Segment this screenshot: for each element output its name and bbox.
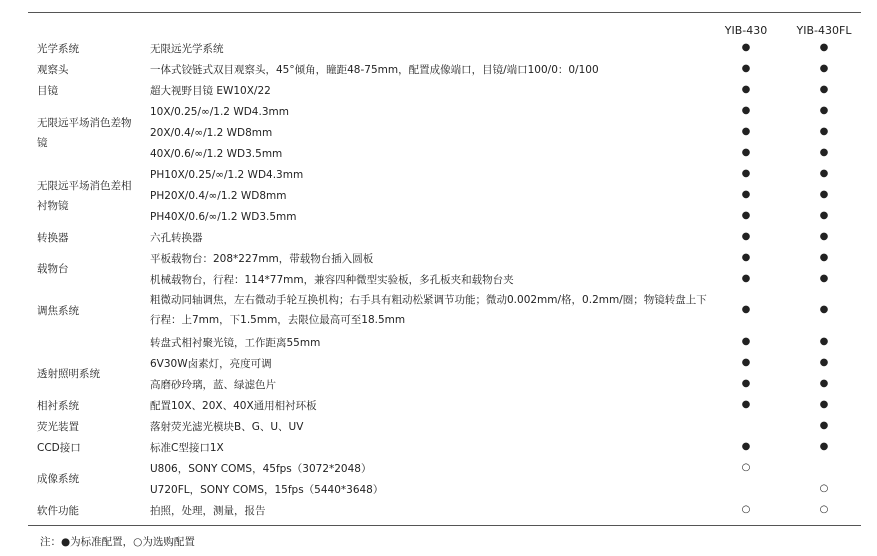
table-row: [28, 353, 861, 374]
config-mark-yib-430fl: ●: [819, 188, 829, 200]
config-mark-yib-430: ●: [741, 62, 751, 74]
row-description: 20X/0.4/∞/1.2 WD8mm: [150, 126, 273, 139]
config-mark-yib-430fl: ●: [819, 209, 829, 221]
config-mark-yib-430fl: ●: [819, 167, 829, 179]
config-mark-yib-430: ●: [741, 83, 751, 95]
config-mark-yib-430fl: ●: [819, 83, 829, 95]
row-description: 高磨砂玲璃，蓝、绿滤色片: [150, 378, 276, 391]
row-category: 荧光装置: [37, 420, 79, 433]
config-mark-yib-430fl: ●: [819, 304, 829, 315]
table-row: [28, 206, 861, 227]
table-row: [28, 185, 861, 206]
table-row: [28, 38, 861, 59]
row-description: 平板载物台：208*227mm，带载物台插入圆板: [150, 252, 374, 265]
table-row: [28, 395, 861, 416]
row-category: 调焦系统: [37, 305, 79, 317]
table-row: [28, 500, 861, 521]
row-category: CCD接口: [37, 441, 81, 454]
config-mark-yib-430fl: ●: [819, 377, 829, 389]
row-category: 软件功能: [37, 504, 79, 517]
column-header-yib-430: YIB-430: [724, 24, 768, 37]
row-category: 目镜: [37, 84, 58, 97]
config-mark-yib-430: ●: [741, 356, 751, 368]
config-mark-yib-430fl: ●: [819, 398, 829, 410]
config-mark-yib-430: ○: [741, 461, 751, 473]
row-category: 无限远平场消色差相衬物镜: [37, 179, 132, 212]
table-row: [28, 374, 861, 395]
row-category: 转换器: [37, 231, 69, 244]
table-row: [28, 59, 861, 80]
row-description: 配置10X、20X、40X通用相衬环板: [150, 399, 317, 412]
row-description: 无限远光学系统: [150, 42, 224, 55]
config-mark-yib-430fl: ●: [819, 125, 829, 137]
config-mark-yib-430fl: ●: [819, 356, 829, 368]
row-description: 标准C型接口1X: [150, 441, 224, 454]
table-row: [28, 269, 861, 290]
table-row: [28, 437, 861, 458]
config-mark-yib-430fl: ●: [819, 272, 829, 284]
table-row: [28, 248, 861, 275]
config-mark-yib-430: ●: [741, 209, 751, 221]
row-description: 落射荧光滤光模块B、G、U、UV: [150, 420, 304, 433]
config-mark-yib-430: ●: [741, 335, 751, 347]
config-mark-yib-430fl: ●: [819, 146, 829, 158]
row-category: 光学系统: [37, 42, 79, 55]
config-mark-yib-430: ●: [741, 440, 751, 452]
table-row: [28, 227, 861, 248]
config-mark-yib-430: ●: [741, 272, 751, 284]
row-description: 六孔转换器: [150, 231, 203, 244]
config-mark-yib-430fl: ●: [819, 104, 829, 116]
config-mark-yib-430fl: ●: [819, 62, 829, 74]
row-description: 转盘式相衬聚光镜，工作距离55mm: [150, 336, 321, 349]
row-category: 成像系统: [37, 473, 79, 485]
config-mark-yib-430fl: ○: [819, 503, 829, 515]
config-mark-yib-430: ●: [741, 398, 751, 410]
config-mark-yib-430fl: ●: [819, 440, 829, 452]
table-top-rule: [28, 12, 861, 13]
config-mark-yib-430: ●: [741, 230, 751, 242]
config-mark-yib-430fl: ●: [819, 251, 829, 263]
table-row: [28, 290, 861, 332]
row-category: 载物台: [37, 263, 69, 275]
row-description: 机械载物台，行程：114*77mm，兼容四种微型实验板，多孔板夹和载物台夹: [150, 273, 514, 286]
row-description: 粗微动同轴调焦，左右微动手轮互换机构；右手具有粗动松紧调节功能；微动0.002mm/格，0.2mm/圈；物镜转盘上下行程：上7mm，下1.5mm，去限位最高可至18.5mm: [150, 294, 707, 326]
config-mark-yib-430fl: ●: [819, 419, 829, 431]
row-description: PH10X/0.25/∞/1.2 WD4.3mm: [150, 168, 304, 181]
config-mark-yib-430: ●: [741, 167, 751, 179]
table-row: [28, 122, 861, 143]
config-mark-yib-430: ●: [741, 377, 751, 389]
column-header-yib-430fl: YIB-430FL: [796, 24, 852, 37]
table-row: [28, 458, 861, 485]
config-mark-yib-430: ●: [741, 251, 751, 263]
table-bottom-rule: [28, 525, 861, 526]
row-category: 无限远平场消色差物镜: [37, 116, 132, 149]
table-row: [28, 479, 861, 500]
row-category: 观察头: [37, 63, 69, 76]
table-row: [28, 416, 861, 437]
config-mark-yib-430: ○: [741, 503, 751, 515]
row-description: PH20X/0.4/∞/1.2 WD8mm: [150, 189, 287, 202]
config-mark-yib-430fl: ○: [819, 482, 829, 494]
row-description: 一体式铰链式双目观察头，45°倾角，瞳距48-75mm，配置成像端口，目镜/端口100/0：0/100: [150, 63, 599, 76]
row-description: PH40X/0.6/∞/1.2 WD3.5mm: [150, 210, 297, 223]
row-description: 10X/0.25/∞/1.2 WD4.3mm: [150, 105, 289, 118]
row-description: U720FL，SONY COMS，15fps（5440*3648）: [150, 483, 384, 496]
row-description: U806，SONY COMS，45fps（3072*2048）: [150, 462, 372, 475]
table-row: [28, 143, 861, 164]
config-mark-yib-430: ●: [741, 41, 751, 53]
config-mark-yib-430: ●: [741, 125, 751, 137]
config-mark-yib-430fl: ●: [819, 230, 829, 242]
config-mark-yib-430: ●: [741, 104, 751, 116]
config-mark-yib-430fl: ●: [819, 335, 829, 347]
config-mark-yib-430: ●: [741, 188, 751, 200]
row-description: 超大视野目镜 EW10X/22: [150, 84, 271, 97]
config-mark-yib-430: ●: [741, 304, 751, 315]
config-mark-yib-430fl: ●: [819, 41, 829, 53]
row-description: 40X/0.6/∞/1.2 WD3.5mm: [150, 147, 283, 160]
row-category: 透射照明系统: [37, 368, 100, 380]
row-description: 拍照，处理，测量，报告: [150, 504, 266, 517]
legend-note: 注：●为标准配置，○为选购配置: [40, 536, 195, 548]
row-category: 相衬系统: [37, 399, 79, 412]
table-row: [28, 80, 861, 101]
row-description: 6V30W卤素灯，亮度可调: [150, 357, 272, 370]
config-mark-yib-430: ●: [741, 146, 751, 158]
